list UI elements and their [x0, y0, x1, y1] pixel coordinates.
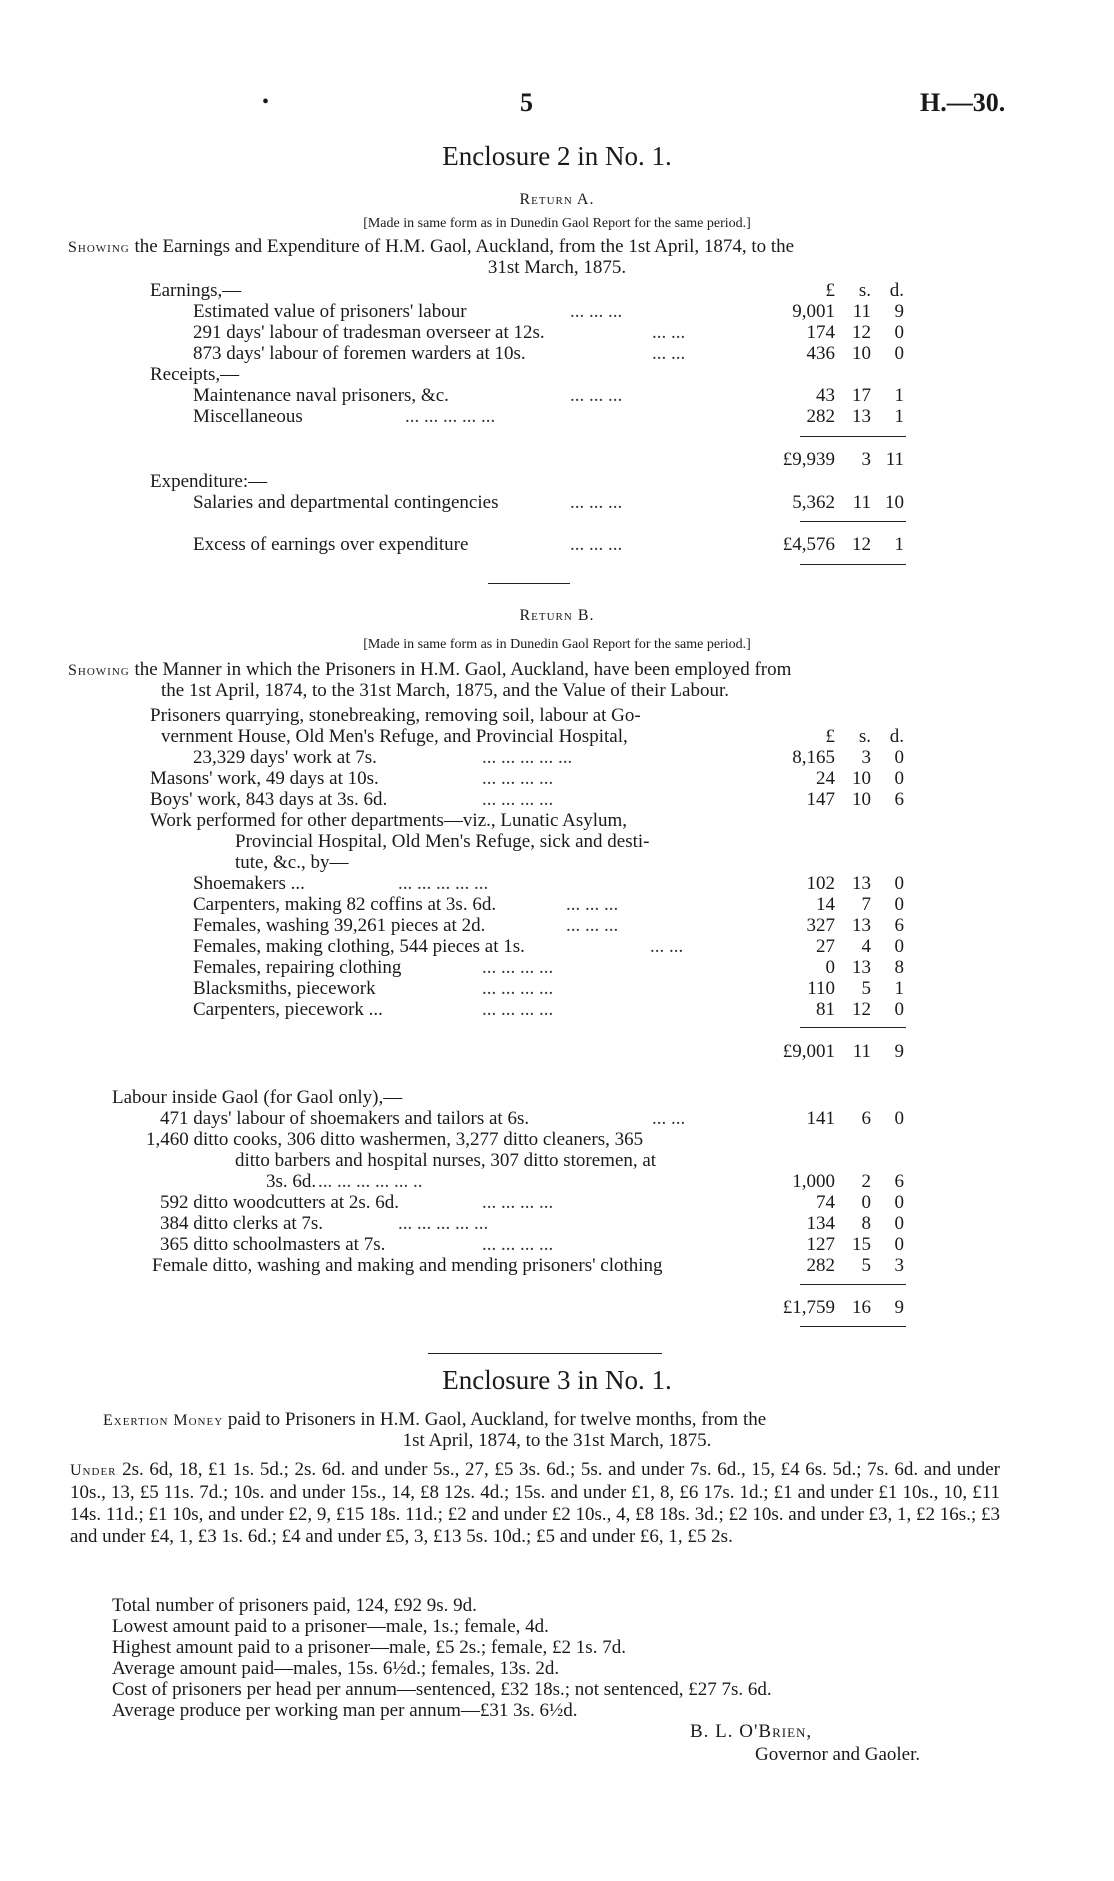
- leader-dots: ... ... ...: [570, 534, 623, 555]
- leader-dots: ... ... ... ... ...: [482, 747, 573, 768]
- receipts-row: Miscellaneous: [193, 406, 303, 427]
- earnings-amount: [750, 301, 904, 322]
- shillings: 13: [852, 873, 871, 894]
- leader-dots: ... ... ...: [566, 894, 619, 915]
- pence: 6: [894, 915, 904, 936]
- page-number: 5: [520, 88, 533, 117]
- expenditure-label: Expenditure:—: [150, 471, 268, 492]
- return-a-showing-line2: 31st March, 1875.: [487, 257, 627, 278]
- exertion-text: paid to Prisoners in H.M. Gaol, Auckland, for twelve months, from the: [227, 1409, 767, 1430]
- enclosure-2-title: Enclosure 2 in No. 1.: [442, 141, 672, 171]
- pence: 0: [894, 343, 904, 364]
- inside-amount: [750, 1171, 904, 1192]
- leader-dots: ... ... ... ...: [482, 957, 554, 978]
- pounds: 436: [806, 343, 835, 364]
- trade-amount: [750, 978, 904, 999]
- shillings: 12: [852, 999, 871, 1020]
- pounds: 14: [816, 894, 835, 915]
- document-reference: H.—30.: [920, 88, 1006, 117]
- trade-amount: [750, 894, 904, 915]
- masons-row: Masons' work, 49 days at 10s.: [150, 768, 379, 789]
- return-a-label: Return A.: [519, 191, 595, 208]
- return-b-total-2: [750, 1297, 904, 1318]
- receipts-row: Maintenance naval prisoners, &c.: [193, 385, 449, 406]
- pence: 1: [894, 534, 904, 555]
- shillings: 13: [852, 915, 871, 936]
- pence: 0: [894, 873, 904, 894]
- pence: 0: [894, 936, 904, 957]
- pounds: 282: [806, 1255, 835, 1276]
- leader-dots: ... ... ... ...: [482, 1192, 554, 1213]
- shillings: 12: [852, 534, 871, 555]
- pounds: 43: [816, 385, 835, 406]
- pence: 0: [894, 768, 904, 789]
- section-divider: [428, 1353, 662, 1354]
- pence: 8: [894, 957, 904, 978]
- stat-line: Average produce per working man per annum—£31 3s. 6½d.: [112, 1700, 578, 1721]
- exertion-paragraph: [70, 1459, 1000, 1548]
- earnings-row: 291 days' labour of tradesman overseer at 12s.: [193, 322, 545, 343]
- sum-rule: [800, 1326, 906, 1327]
- leader-dots: ... ... ... ...: [482, 978, 554, 999]
- pounds: 24: [816, 768, 835, 789]
- pounds: 1,000: [792, 1171, 835, 1192]
- pence: 1: [894, 978, 904, 999]
- inside-amount: [750, 1255, 904, 1276]
- shillings: 11: [852, 301, 871, 322]
- shillings: 15: [852, 1234, 871, 1255]
- pounds: 74: [816, 1192, 835, 1213]
- shillings: 10: [852, 768, 871, 789]
- showing-word: Showing: [68, 239, 130, 256]
- return-b-col-heads: [750, 726, 904, 747]
- shillings: 12: [852, 322, 871, 343]
- shillings: 5: [861, 978, 871, 999]
- shillings: 5: [861, 1255, 871, 1276]
- inside-row: 365 ditto schoolmasters at 7s.: [160, 1234, 386, 1255]
- col-head-pounds: £: [825, 280, 835, 301]
- receipts-label: Receipts,—: [150, 364, 240, 385]
- leader-dots: ... ... ... ...: [482, 999, 554, 1020]
- pence: 0: [894, 894, 904, 915]
- signature-name: B. L. O'Brien,: [690, 1721, 813, 1742]
- quarry-line: vernment House, Old Men's Refuge, and Provincial Hospital,: [161, 726, 628, 747]
- col-head-pounds: £: [825, 726, 835, 747]
- signature-title: Governor and Gaoler.: [755, 1744, 921, 1765]
- pence: 11: [885, 449, 904, 470]
- leader-dots: ... ... ... ... ...: [398, 873, 489, 894]
- inside-amount: [750, 1192, 904, 1213]
- pounds: 102: [806, 873, 835, 894]
- shillings: 13: [852, 406, 871, 427]
- leader-dots: ... ...: [652, 1108, 686, 1129]
- shillings: 3: [861, 449, 871, 470]
- return-b-total-1: [750, 1041, 904, 1062]
- leader-dots: ... ... ... ... ...: [398, 1213, 489, 1234]
- boys-row: Boys' work, 843 days at 3s. 6d.: [150, 789, 388, 810]
- stat-line: Cost of prisoners per head per annum—sentenced, £32 18s.; not sentenced, £27 7s. 6d.: [112, 1679, 772, 1700]
- pounds: 27: [816, 936, 835, 957]
- quarry-line: 23,329 days' work at 7s.: [193, 747, 377, 768]
- leader-dots: ... ...: [652, 322, 686, 343]
- pence: 9: [894, 1041, 904, 1062]
- section-divider: [488, 583, 570, 584]
- pence: 9: [894, 1297, 904, 1318]
- pence: 6: [894, 1171, 904, 1192]
- exertion-intro: [103, 1409, 766, 1431]
- inside-row: 1,460 ditto cooks, 306 ditto washermen, 3,277 ditto cleaners, 365: [146, 1129, 644, 1150]
- return-b-showing: [68, 659, 791, 681]
- boys-amount: [750, 789, 904, 810]
- shillings: 8: [861, 1213, 871, 1234]
- shillings: 7: [861, 894, 871, 915]
- showing-text: the Earnings and Expenditure of H.M. Gaol, Auckland, from the 1st April, 1874, to the: [134, 236, 795, 257]
- shillings: 13: [852, 957, 871, 978]
- enclosure-3-title: Enclosure 3 in No. 1.: [442, 1365, 672, 1395]
- pence: 0: [894, 1108, 904, 1129]
- pence: 0: [894, 322, 904, 343]
- stat-line: Highest amount paid to a prisoner—male, £5 2s.; female, £2 1s. 7d.: [112, 1637, 626, 1658]
- return-a-note: [Made in same form as in Dunedin Gaol Report for the same period.]: [363, 216, 751, 231]
- leader-dots: ... ...: [650, 936, 684, 957]
- leader-dots: ... ... ...: [570, 385, 623, 406]
- pounds: £1,759: [782, 1297, 835, 1318]
- shillings: 2: [861, 1171, 871, 1192]
- pounds: 134: [806, 1213, 835, 1234]
- sum-rule: [800, 1027, 906, 1028]
- shillings: 11: [852, 492, 871, 513]
- earnings-row: 873 days' labour of foremen warders at 10s.: [193, 343, 526, 364]
- trade-row: Females, washing 39,261 pieces at 2d.: [193, 915, 486, 936]
- inside-amount: [750, 1234, 904, 1255]
- pounds: 110: [807, 978, 835, 999]
- inside-label: Labour inside Gaol (for Gaol only),—: [112, 1087, 403, 1108]
- trade-amount: [750, 957, 904, 978]
- pounds: 174: [806, 322, 835, 343]
- sum-rule: [800, 1284, 906, 1285]
- inside-row: 471 days' labour of shoemakers and tailors at 6s.: [160, 1108, 530, 1129]
- pence: 0: [894, 999, 904, 1020]
- inside-amount: [750, 1108, 904, 1129]
- return-b-note: [Made in same form as in Dunedin Gaol Report for the same period.]: [363, 637, 751, 652]
- col-head-pence: d.: [889, 280, 904, 301]
- excess-row: Excess of earnings over expenditure: [193, 534, 469, 555]
- pence: 9: [894, 301, 904, 322]
- col-head-shillings: s.: [858, 280, 871, 301]
- work-line: tute, &c., by—: [235, 852, 349, 873]
- expenditure-amount: [750, 492, 904, 513]
- pounds: £4,576: [782, 534, 835, 555]
- inside-amount: [750, 1213, 904, 1234]
- pounds: 9,001: [792, 301, 835, 322]
- pence: 3: [894, 1255, 904, 1276]
- col-head-pence: d.: [889, 726, 904, 747]
- showing-word: Showing: [68, 662, 130, 679]
- excess-amount: [750, 534, 904, 555]
- pounds: 147: [806, 789, 835, 810]
- expenditure-row: Salaries and departmental contingencies: [193, 492, 499, 513]
- trade-amount: [750, 936, 904, 957]
- shillings: 10: [852, 789, 871, 810]
- trade-row: Blacksmiths, piecework: [193, 978, 376, 999]
- inside-row: ditto barbers and hospital nurses, 307 ditto storemen, at: [235, 1150, 657, 1171]
- exertion-breakdown: 2s. 6d, 18, £1 1s. 5d.; 2s. 6d. and under 5s., 27, £5 3s. 6d.; 5s. and under 7s. 6d., 15, £4 6s. 5d.; 7s. 6d. and under 10s., 13, £5 11s. 7d.; 10s. and under 15s., 14, £8 12s. 4d.; 15s. and under £1, 8, £6 17s. 1d.; £1 and under £1 10s., 10, £11 14s. 11d.; £1 10s, and under £2, 9, £15 18s. 11d.; £2 and under £2 10s., 4, £8 18s. 3d.; £2 10s. and under £3, 1, £2 16s.; £3 and under £4, 1, £3 1s. 6d.; £4 and under £5, 3, £13 5s. 10d.; £5 and under £6, 1, £5 2s.: [70, 1459, 1001, 1547]
- leader-dots: ... ... ... ...: [482, 768, 554, 789]
- exertion-caps: Exertion Money: [103, 1412, 224, 1429]
- shillings: 6: [861, 1108, 871, 1129]
- inside-row: 3s. 6d.: [266, 1171, 317, 1192]
- trade-amount: [750, 873, 904, 894]
- pence: 6: [894, 789, 904, 810]
- shillings: 17: [852, 385, 871, 406]
- col-head-shillings: s.: [858, 726, 871, 747]
- masons-amount: [750, 768, 904, 789]
- trade-row: Carpenters, making 82 coffins at 3s. 6d.: [193, 894, 497, 915]
- shillings: 16: [852, 1297, 871, 1318]
- return-b-label: Return B.: [519, 607, 595, 624]
- sum-rule: [800, 436, 906, 437]
- pounds: £9,939: [782, 449, 835, 470]
- sum-rule: [800, 521, 906, 522]
- inside-row: 592 ditto woodcutters at 2s. 6d.: [160, 1192, 400, 1213]
- shillings: 11: [852, 1041, 871, 1062]
- pence: 0: [894, 1234, 904, 1255]
- stat-line: Average amount paid—males, 15s. 6½d.; females, 13s. 2d.: [112, 1658, 560, 1679]
- pounds: 327: [806, 915, 835, 936]
- earnings-amount: [750, 343, 904, 364]
- pence: 1: [894, 406, 904, 427]
- earnings-amount: [750, 322, 904, 343]
- trade-amount: [750, 999, 904, 1020]
- earnings-label: Earnings,—: [150, 280, 242, 301]
- leader-dots: ... ... ...: [570, 301, 623, 322]
- quarry-line: Prisoners quarrying, stonebreaking, removing soil, labour at Go-: [150, 705, 641, 726]
- pounds: 0: [825, 957, 835, 978]
- work-line: Work performed for other departments—viz., Lunatic Asylum,: [150, 810, 628, 831]
- shillings: 3: [861, 747, 871, 768]
- pence: 1: [894, 385, 904, 406]
- receipts-amount: [750, 406, 904, 427]
- pence: 0: [894, 1213, 904, 1234]
- stat-line: Total number of prisoners paid, 124, £92 9s. 9d.: [112, 1595, 477, 1616]
- pence: 10: [885, 492, 904, 513]
- leader-dots: ... ... ... ... ...: [405, 406, 496, 427]
- shillings: 4: [861, 936, 871, 957]
- leader-dots: ... ... ... ...: [482, 1234, 554, 1255]
- return-a-showing: [68, 236, 794, 258]
- under-caps: Under: [70, 1462, 117, 1479]
- pence: 0: [894, 1192, 904, 1213]
- stat-line: Lowest amount paid to a prisoner—male, 1s.; female, 4d.: [112, 1616, 549, 1637]
- inside-row: 384 ditto clerks at 7s.: [160, 1213, 324, 1234]
- pence: 0: [894, 747, 904, 768]
- trade-row: Females, making clothing, 544 pieces at 1s.: [193, 936, 525, 957]
- shillings: 0: [861, 1192, 871, 1213]
- quarry-amount: [750, 747, 904, 768]
- shillings: 10: [852, 343, 871, 364]
- leader-dots: ... ... ...: [570, 492, 623, 513]
- pounds: 127: [806, 1234, 835, 1255]
- receipts-amount: [750, 385, 904, 406]
- inside-row: Female ditto, washing and making and mending prisoners' clothing: [152, 1255, 663, 1276]
- pounds: £9,001: [782, 1041, 835, 1062]
- trade-row: Carpenters, piecework ...: [193, 999, 383, 1020]
- header-mark: •: [262, 91, 270, 113]
- return-b-showing-line2: the 1st April, 1874, to the 31st March, 1875, and the Value of their Labour.: [161, 680, 729, 701]
- trade-amount: [750, 915, 904, 936]
- return-a-col-heads: [750, 280, 904, 301]
- leader-dots: ... ... ...: [566, 915, 619, 936]
- leader-dots: ... ...: [652, 343, 686, 364]
- pounds: 8,165: [792, 747, 835, 768]
- pounds: 141: [806, 1108, 835, 1129]
- sum-rule: [800, 564, 906, 565]
- pounds: 81: [816, 999, 835, 1020]
- work-line: Provincial Hospital, Old Men's Refuge, sick and desti-: [235, 831, 650, 852]
- pounds: 282: [806, 406, 835, 427]
- showing-text: the Manner in which the Prisoners in H.M. Gaol, Auckland, have been employed from: [134, 659, 792, 680]
- trade-row: Shoemakers ...: [193, 873, 305, 894]
- leader-dots: ... ... ... ... ... ..: [318, 1171, 423, 1192]
- earnings-row: Estimated value of prisoners' labour: [193, 301, 467, 322]
- trade-row: Females, repairing clothing: [193, 957, 402, 978]
- pounds: 5,362: [792, 492, 835, 513]
- leader-dots: ... ... ... ...: [482, 789, 554, 810]
- return-a-total: [750, 449, 904, 470]
- exertion-intro-line2: 1st April, 1874, to the 31st March, 1875.: [402, 1430, 712, 1451]
